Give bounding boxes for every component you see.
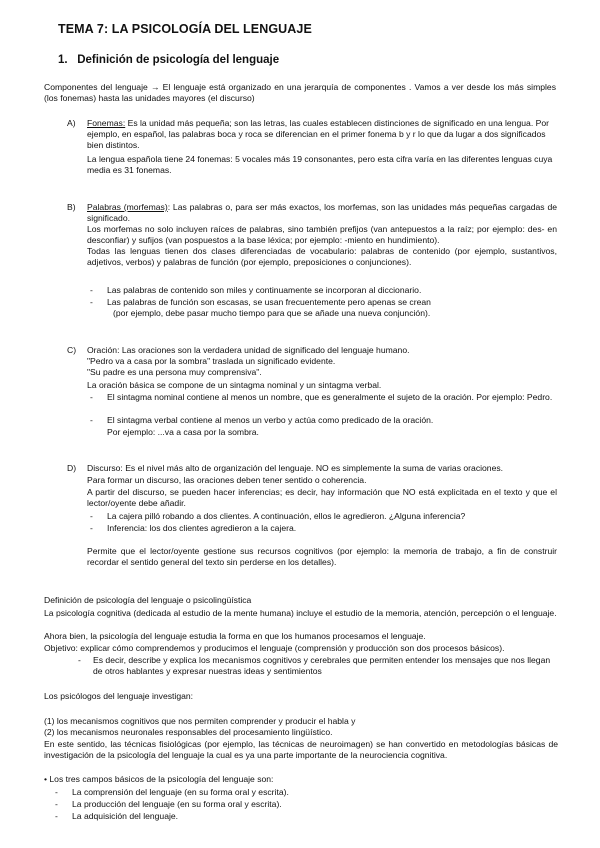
definition-p3: Objetivo: explicar cómo comprendemos y producimos el lenguaje (comprensión y producción son dos procesos básicos). (44, 643, 505, 653)
investigan-paragraph: En este sentido, las técnicas fisiológicas (por ejemplo, las técnicas de neuroimagen) se han convertido en metodologías básicas de investigación de la psicología del lenguaje la cual es ya una parte importante de la neurociencia cognitiva. (44, 739, 558, 760)
investigan-item-1: (1) los mecanismos cognitivos que nos permiten comprender y producir el habla y (44, 716, 356, 726)
item-b-text-2: Los morfemas no solo incluyen raíces de palabras, sino también prefijos (van antepuestos a la raíz; por ejemplo: des- en desconfiar) y sufijos (van pospuestos a la base léxica; por ejemplo: -miento en hundimiento). (87, 224, 557, 245)
item-a-text (87, 118, 557, 150)
definition-p2: Ahora bien, la psicología del lenguaje estudia la forma en que los humanos procesamos el lenguaje. (44, 631, 426, 641)
section-number: 1. (58, 54, 68, 66)
item-c-quote-1: "Pedro va a casa por la sombra" traslada un significado evidente. (87, 356, 336, 366)
bullet-dash: - (90, 523, 93, 533)
bullet-dash: - (90, 415, 93, 425)
item-b-text (87, 202, 557, 224)
campos-item: La producción del lenguaje (en su forma oral y escrita). (72, 799, 282, 809)
item-a-marker: A) (67, 118, 76, 128)
item-b-text-3: Todas las lenguas tienen dos clases diferenciadas de vocabulario: palabras de contenido (por ejemplo, sustantivos, adjetivos, verbos) y palabras de función (por ejemplo, preposiciones o conjunciones). (87, 246, 557, 267)
campos-item: La comprensión del lenguaje (en su forma oral y escrita). (72, 787, 289, 797)
intro-paragraph: Componentes del lenguaje → El lenguaje está organizado en una jerarquía de componentes . Vamos a ver desde los más simples (los fonemas) hasta las unidades mayores (el discurso) (44, 82, 556, 103)
item-c-marker: C) (67, 345, 77, 355)
bullet-dash: - (55, 811, 58, 821)
section-title: Definición de psicología del lenguaje (77, 54, 280, 66)
item-c-bullet-1: El sintagma nominal contiene al menos un nombre, que es generalmente el sujeto de la oración. Por ejemplo: Pedro. (107, 392, 553, 402)
bullet-dash: - (90, 297, 93, 307)
bullet-dash: - (90, 511, 93, 521)
item-b-marker: B) (67, 202, 76, 212)
section-heading (58, 54, 279, 66)
item-d-text-3: Permite que el lector/oyente gestione sus recursos cognitivos (por ejemplo: la memoria de trabajo, a fin de construir recordar el sentido general del texto sin perderse en los detalles). (87, 546, 557, 567)
bullet-dash: - (55, 799, 58, 809)
item-b-bullet-2b: (por ejemplo, debe pasar mucho tiempo para que se añade una nueva conjunción). (113, 308, 431, 318)
item-d-text-2: A partir del discurso, se pueden hacer inferencias; es decir, hay información que NO está explicitada en el texto y que el lector/oyente debe añadir. (87, 487, 557, 508)
palabras-term: Palabras (morfemas) (87, 202, 168, 212)
bullet-dash: - (55, 787, 58, 797)
item-c-text: Oración: Las oraciones son la verdadera unidad de significado del lenguaje humano. (87, 345, 410, 355)
fonemas-definition: Es la unidad más pequeña; son las letras, las cuales establecen distinciones de significado en una lengua. Por ejemplo, en español, las palabras boca y roca se diferencian en el primer fonema b y r lo que da lugar a dos significados bien distintos. (87, 118, 549, 150)
item-c-text-2: La oración básica se compone de un sintagma nominal y un sintagma verbal. (87, 380, 382, 390)
palabras-definition: : Las palabras o, para ser más exactos, los morfemas, son las unidades más pequeñas cargadas de significado. (87, 202, 558, 223)
bullet-dash: - (90, 285, 93, 295)
item-c-quote-2: "Su padre es una persona muy comprensiva". (87, 367, 262, 377)
investigan-item-2: (2) los mecanismos neuronales responsables del procesamiento lingüístico. (44, 727, 333, 737)
document-title: TEMA 7: LA PSICOLOGÍA DEL LENGUAJE (58, 22, 312, 36)
campos-item: La adquisición del lenguaje. (72, 811, 179, 821)
definition-p1: La psicología cognitiva (dedicada al estudio de la mente humana) incluye el estudio de la memoria, atención, percepción o el lenguaje. (44, 608, 557, 618)
campos-heading: • Los tres campos básicos de la psicología del lenguaje son: (44, 774, 274, 784)
definition-heading: Definición de psicología del lenguaje o psicolingüística (44, 595, 252, 605)
item-d-bullet-1: La cajera pilló robando a dos clientes. A continuación, ellos le agredieron. ¿Alguna inferencia? (107, 511, 466, 521)
item-c-bullet-2b: Por ejemplo: ...va a casa por la sombra. (107, 427, 259, 437)
item-d-text-1b: Para formar un discurso, las oraciones deben tener sentido o coherencia. (87, 475, 367, 485)
item-d-text: Discurso: Es el nivel más alto de organización del lenguaje. NO es simplemente la suma de varias oraciones. (87, 463, 504, 473)
item-c-bullet-2: El sintagma verbal contiene al menos un verbo y actúa como predicado de la oración. (107, 415, 434, 425)
item-d-bullet-2: Inferencia: los dos clientes agredieron a la cajera. (107, 523, 297, 533)
fonemas-term: Fonemas: (87, 118, 126, 128)
bullet-dash: - (78, 655, 81, 665)
item-b-bullet-1: Las palabras de contenido son miles y continuamente se incorporan al diccionario. (107, 285, 422, 295)
investigan-heading: Los psicólogos del lenguaje investigan: (44, 691, 194, 701)
item-b-bullet-2: Las palabras de función son escasas, se usan frecuentemente pero apenas se crean (107, 297, 431, 307)
item-a-text-2: La lengua española tiene 24 fonemas: 5 vocales más 19 consonantes, pero esta cifra varía en las diferentes lenguas cuya media es 31 fonemas. (87, 154, 553, 175)
item-d-marker: D) (67, 463, 77, 473)
definition-bullet: Es decir, describe y explica los mecanismos cognitivos y cerebrales que permiten entender los mensajes que nos llegan de otros hablantes y expresar nuestras ideas y sentimientos (93, 655, 551, 676)
bullet-dash: - (90, 392, 93, 402)
